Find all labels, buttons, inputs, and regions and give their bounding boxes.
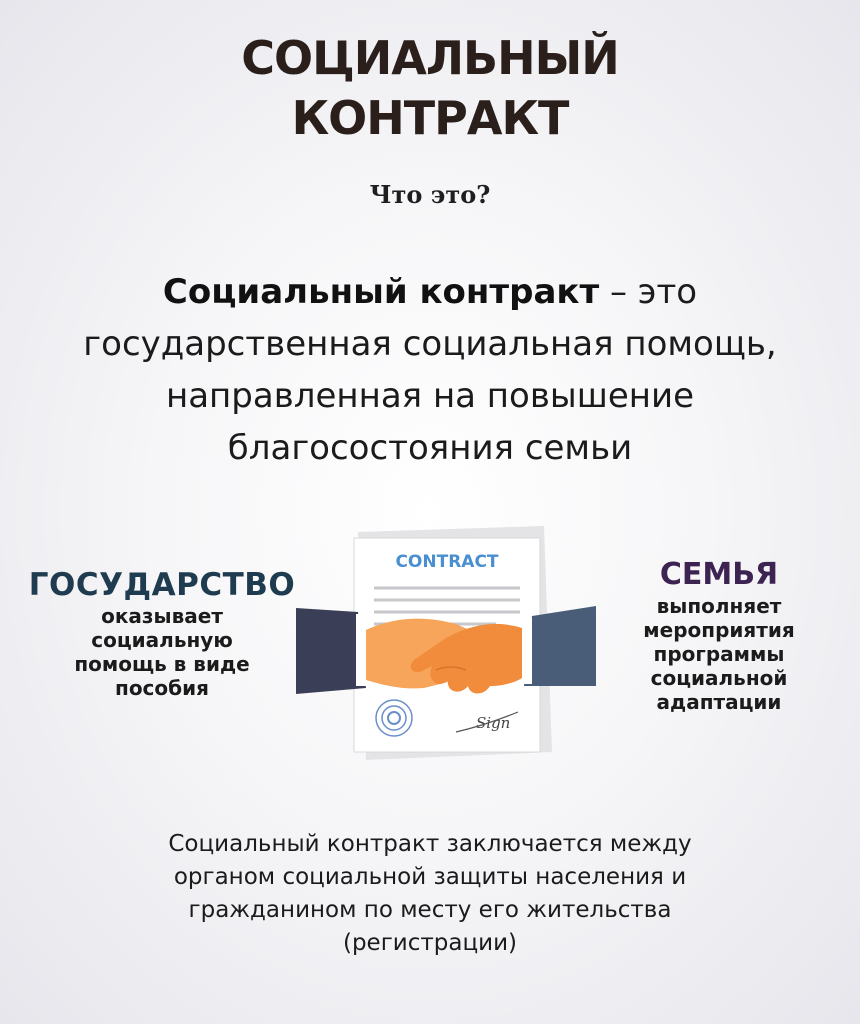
family-description: выполняет мероприятия программы социальной адаптации <box>643 594 795 714</box>
family-party <box>600 556 838 714</box>
right-sleeve <box>524 606 596 686</box>
right-cuff <box>522 618 532 684</box>
state-name: ГОСУДАРСТВО <box>28 567 296 603</box>
definition-term: Социальный контракт <box>162 272 600 312</box>
title-line-2: КОНТРАКТ <box>291 91 569 145</box>
signature: Sign <box>476 714 511 732</box>
subtitle: Что это? <box>369 180 491 209</box>
contract-label: CONTRACT <box>395 552 499 572</box>
footer-text: Социальный контракт заключается между органом социальной защиты населения и гражданином по месту его жительства (регистрации) <box>168 831 692 956</box>
left-sleeve <box>296 608 366 694</box>
title-line-1: СОЦИАЛЬНЫЙ <box>241 31 619 85</box>
family-name: СЕМЬЯ <box>659 557 779 592</box>
state-party <box>24 566 300 700</box>
handshake-contract-icon <box>296 520 596 775</box>
left-cuff <box>356 614 366 686</box>
definition-body: – это государственная социальная помощь, направленная на повышение благосостояния семьи <box>83 272 777 468</box>
state-description: оказывает социальную помощь в виде пособия <box>74 604 250 700</box>
page-title <box>0 28 860 148</box>
definition-text <box>40 266 820 474</box>
